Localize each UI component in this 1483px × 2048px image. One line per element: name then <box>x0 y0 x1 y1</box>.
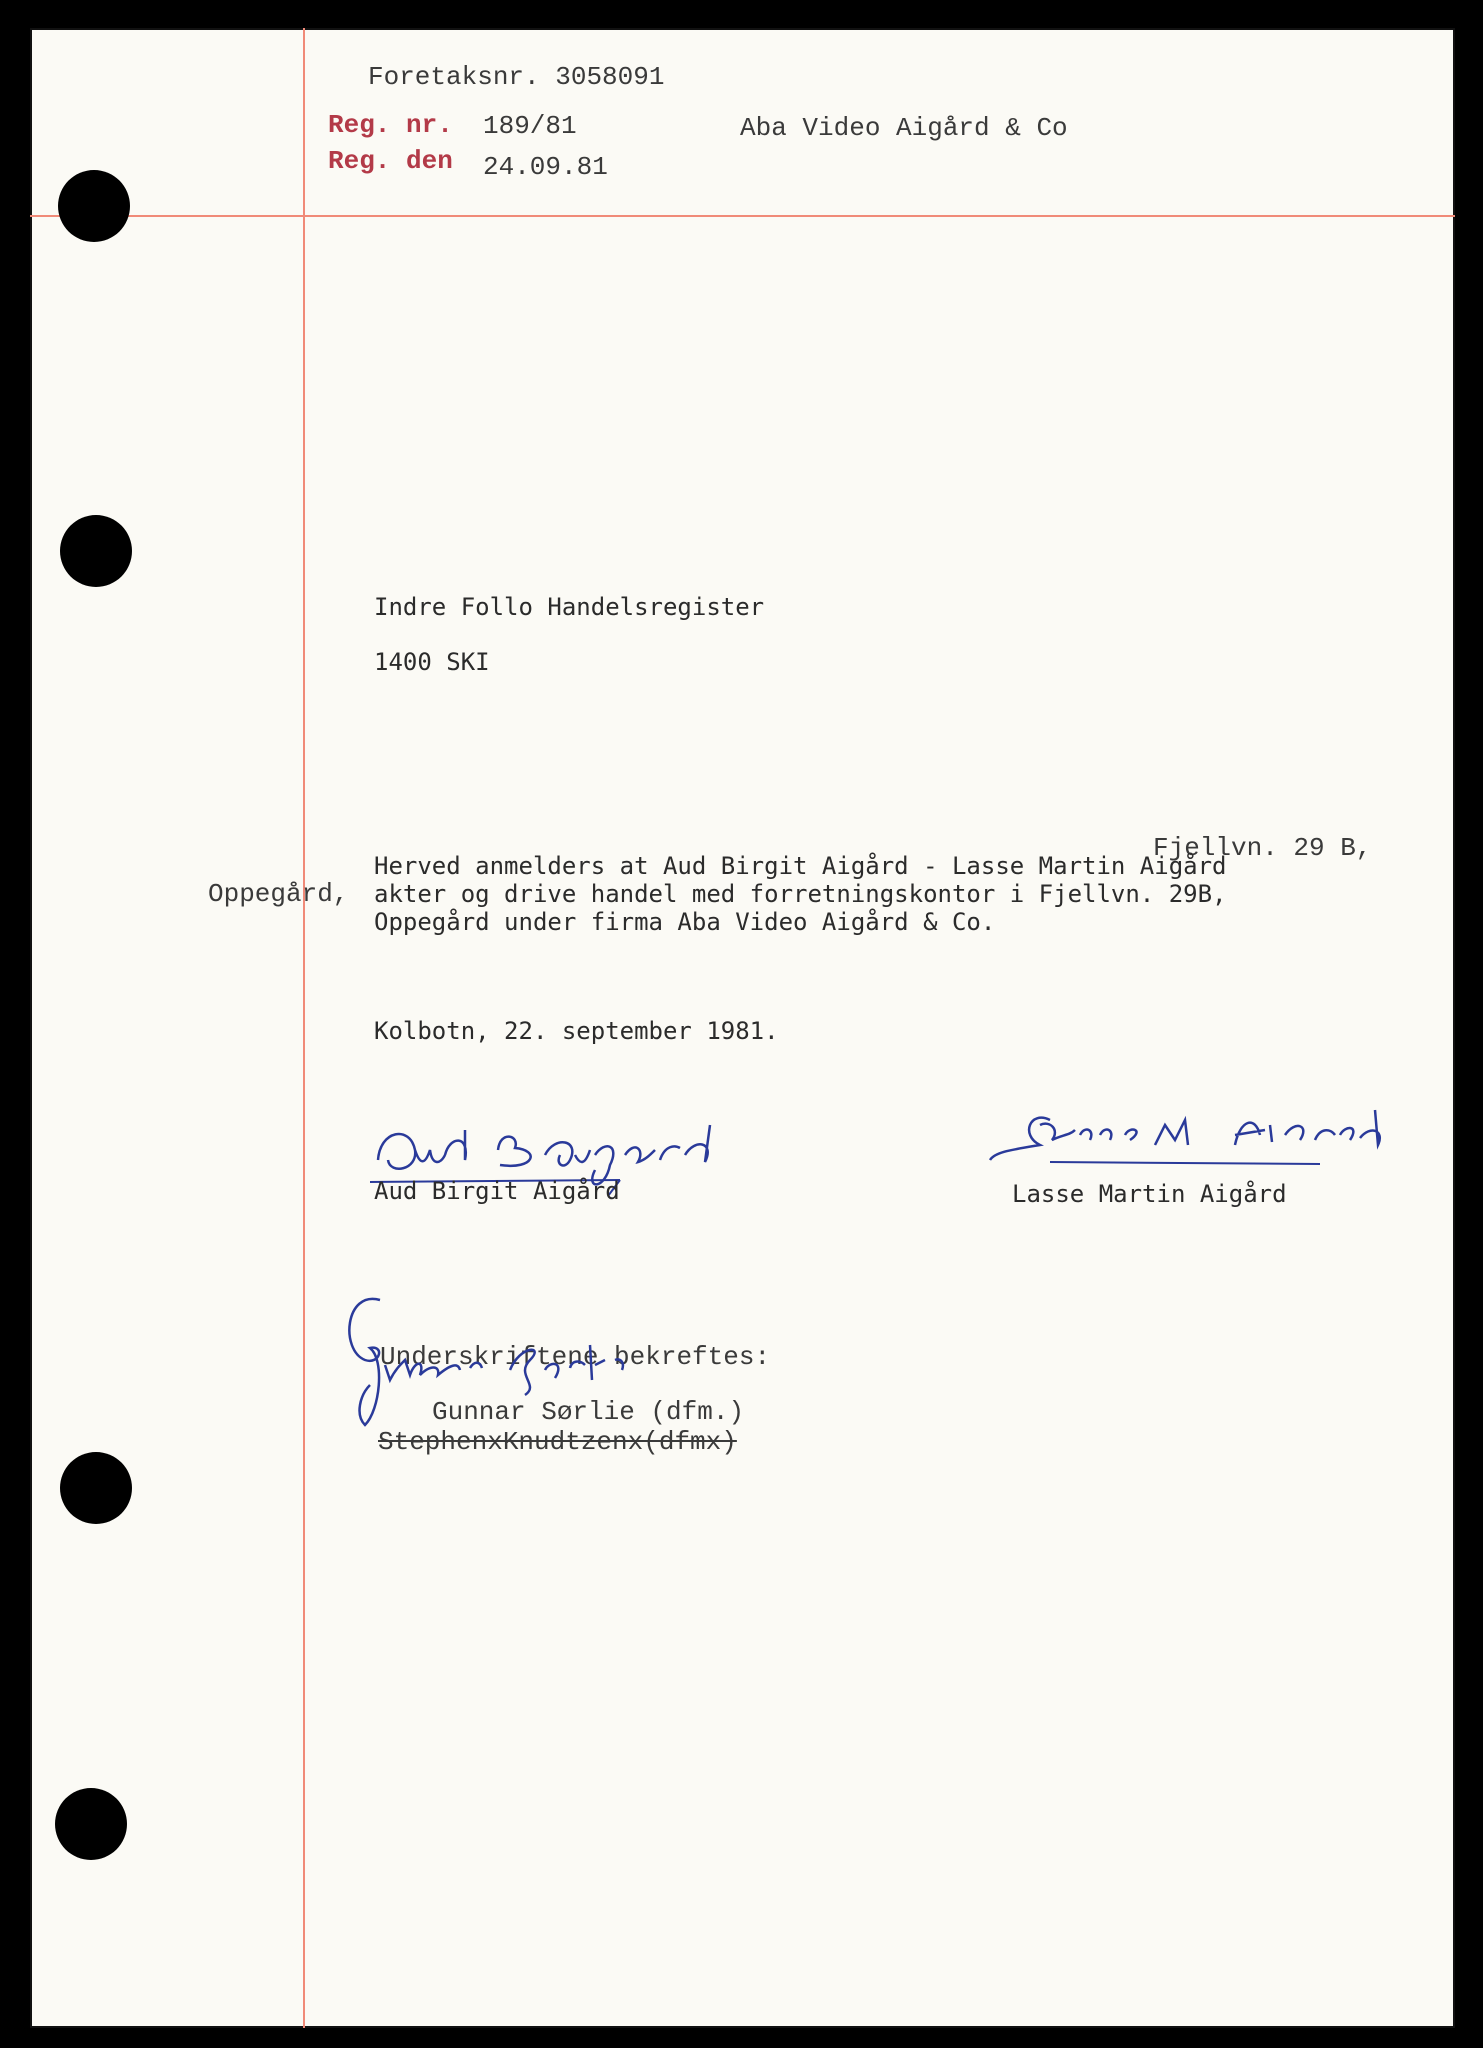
body-line-2: akter og drive handel med forretningskontor i Fjellvn. 29B, <box>374 880 1227 908</box>
signatory-right-name: Lasse Martin Aigård <box>1012 1180 1287 1208</box>
body-line-1: Herved anmelders at Aud Birgit Aigård - Lasse Martin Aigård <box>374 852 1227 880</box>
body-insert-margin: Oppegård, <box>208 879 349 909</box>
punch-hole-3 <box>60 1452 132 1524</box>
signature-lasse <box>990 1090 1390 1170</box>
witness-name: Gunnar Sørlie (dfm.) <box>432 1397 745 1427</box>
reg-nr-value: 189/81 <box>483 111 577 141</box>
punch-hole-4 <box>55 1788 127 1860</box>
punch-hole-1 <box>58 170 130 242</box>
punch-hole-2 <box>60 515 132 587</box>
place-date: Kolbotn, 22. september 1981. <box>374 1017 779 1045</box>
foretaksnr-label: Foretaksnr. <box>368 62 540 92</box>
foretaksnr-line <box>368 62 664 92</box>
body-line-3: Oppegård under firma Aba Video Aigård & Co. <box>374 908 996 936</box>
recipient-line-1: Indre Follo Handelsregister <box>374 593 765 621</box>
confirmation-label: Underskriftene bekreftes: <box>380 1342 771 1372</box>
foretaksnr-value: 3058091 <box>555 62 665 92</box>
signatory-left-name: Aud Birgit Aigård <box>374 1177 620 1205</box>
reg-den-value: 24.09.81 <box>483 152 608 182</box>
margin-line-vertical <box>303 28 305 2028</box>
margin-line-horizontal <box>30 215 1455 217</box>
struck-witness-line: StephenxKnudtzenx(dfmx) <box>378 1427 737 1457</box>
reg-nr-stamp: Reg. nr. <box>328 110 453 140</box>
firm-name-header: Aba Video Aigård & Co <box>740 113 1068 143</box>
reg-den-stamp: Reg. den <box>328 146 453 176</box>
recipient-line-2: 1400 SKI <box>374 648 490 676</box>
body-insert-above: Fjellvn. 29 B, <box>1153 833 1372 863</box>
